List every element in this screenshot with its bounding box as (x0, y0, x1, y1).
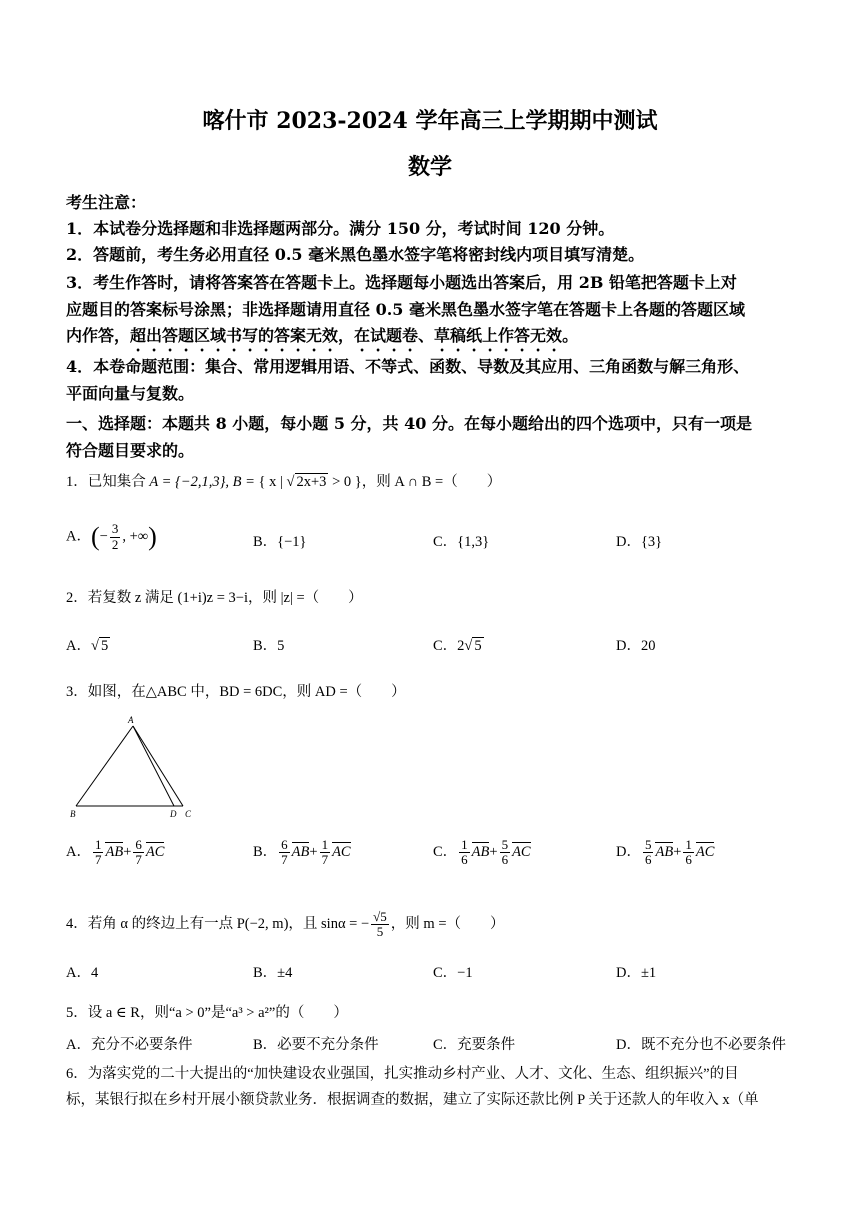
q3-vector-ab: AB (291, 844, 310, 861)
notice-line-3c (66, 323, 578, 355)
q3-coef-2 (683, 838, 694, 868)
subject-title: 数学 (407, 154, 452, 180)
q1-option-d: D．{3} (616, 534, 663, 550)
notice-line-3b: 应题目的答案标号涂黑；非选择题请用直径 0.5 毫米黑色墨水签字笔在答题卡上各题的答题区域 (66, 300, 745, 319)
q1-set-b-open: { x | (258, 474, 287, 490)
q3-coef-2-den: 6 (685, 852, 692, 868)
notice-line-3a: 3．考生作答时，请将答案答在答题卡上。选择题每小题选出答案后，用 2B 铅笔把答题卡上对 (66, 273, 737, 292)
section1-line-2: 符合题目要求的。 (66, 441, 195, 460)
q3-vertex-b: B (70, 809, 76, 819)
q4-option-d: D．±1 (616, 965, 657, 981)
q1-paren-open: ( (90, 522, 100, 551)
q1-option-a-tail: , +∞ (122, 528, 149, 545)
q3-coef-1-den: 6 (461, 852, 468, 868)
notice-emphasis-2: 在试题卷、草稿纸上作答无效 (354, 326, 563, 345)
q1-option-a: A．(− $\frac{3}{2}$ , +∞) (66, 521, 157, 552)
q3-vector-ab: AB (105, 844, 124, 861)
q2-option-a-label: A． (66, 638, 91, 654)
q3-option-a (66, 838, 164, 868)
notice-emphasis-1: 超出答题区域书写的答案无效 (130, 326, 339, 345)
q2-option-c-label: C．2 (433, 638, 465, 654)
q3-coef-2-num: 6 (135, 837, 142, 852)
q3-coef-1 (279, 838, 290, 868)
q1-fraction-den: 2 (111, 536, 119, 552)
q5-option-a: A．充分不必要条件 (66, 1037, 193, 1053)
notice-line-3c-post: 。 (562, 326, 579, 345)
q3-option-label: B． (253, 844, 278, 861)
q3-triangle-figure (66, 714, 206, 820)
q3-coef-1-num: 1 (461, 837, 468, 852)
q3-coef-1-num: 5 (644, 837, 652, 852)
q3-coef-2-den: 7 (321, 852, 329, 868)
q3-coef-2-num: 1 (321, 837, 329, 852)
q3-segment-ad (133, 726, 174, 806)
q3-coef-2-den: 6 (501, 852, 509, 868)
q1-set-b-close: > 0 } (328, 474, 362, 490)
q3-vertex-d: D (170, 809, 177, 819)
q4-stem (66, 910, 505, 940)
q1-stem (66, 470, 501, 491)
q3-option-c (433, 838, 531, 868)
q3-option-label: D． (616, 844, 641, 861)
q4-option-b: B．±4 (253, 965, 293, 981)
q6-line-1: 6．为落实党的二十大提出的“加快建设农业强国，扎实推动乡村产业、人才、文化、生态、组织振兴”的目 (66, 1066, 739, 1082)
q1-option-c: C．{1,3} (433, 534, 490, 550)
q4-fraction-den: 5 (376, 924, 384, 940)
q4-fraction (371, 910, 389, 940)
q4-option-c: C．−1 (433, 965, 473, 981)
q3-coef-1 (93, 838, 104, 868)
q3-vector-ac: AC (695, 844, 715, 861)
q3-vector-ac: AC (145, 844, 165, 861)
q2-option-c-radicand: 5 (474, 638, 482, 654)
q3-coef-1 (459, 838, 470, 868)
notice-line-4b: 平面向量与复数。 (66, 384, 195, 403)
q5-option-c: C．充要条件 (433, 1037, 516, 1053)
q3-coef-1-den: 7 (281, 852, 288, 868)
q1-radicand: 2x+3 (296, 474, 327, 490)
q3-option-label: C． (433, 844, 458, 861)
q3-option-d (616, 838, 714, 868)
q5-option-b: B．必要不充分条件 (253, 1037, 379, 1053)
exam-title: 喀什市 2023-2024 学年高三上学期期中测试 (202, 108, 658, 134)
q4-option-a: A．4 (66, 965, 99, 981)
q3-coef-2 (500, 838, 511, 868)
q5-option-d: D．既不充分也不必要条件 (616, 1037, 786, 1053)
q3-side-ac (133, 726, 183, 806)
q3-side-ab (76, 726, 133, 806)
q3-plus: + (489, 844, 498, 861)
q3-coef-2 (320, 838, 331, 868)
q2-option-c: C．2√ 5 (433, 638, 482, 654)
notice-line-3c-mid: ， (338, 326, 355, 345)
q2-option-a: A．√ 5 (66, 638, 109, 654)
q3-plus: + (673, 844, 682, 861)
q2-option-d: D．20 (616, 638, 656, 654)
q2-option-a-radicand: 5 (100, 638, 109, 654)
q2-stem: 2．若复数 z 满足 (1+i)z = 3−i，则 |z| =（ ） (66, 590, 363, 606)
notice-heading: 考生注意： (66, 193, 147, 212)
q2-option-b: B．5 (253, 638, 285, 654)
q3-coef-2 (133, 838, 144, 868)
q1-stem-a: 1．已知集合 (66, 474, 150, 490)
q5-stem: 5．设 a ∈ R，则“a > 0”是“a³ > a²”的（ ） (66, 1005, 348, 1021)
q6-line-2: 标，某银行拟在乡村开展小额贷款业务．根据调查的数据，建立了实际还款比例 P 关于还款人的年收入 x（单 (66, 1092, 759, 1108)
q3-vector-ab: AB (471, 844, 490, 861)
q1-option-a-label: A． (66, 528, 91, 545)
section1-line-1: 一、选择题：本题共 8 小题，每小题 5 分，共 40 分。在每小题给出的四个选项中，只有一项是 (66, 414, 752, 433)
q1-fraction (110, 522, 121, 552)
q3-plus: + (309, 844, 318, 861)
q1-fraction-num: 3 (111, 521, 119, 537)
q3-vector-ac: AC (512, 844, 531, 861)
q1-stem-b: ，则 A ∩ B =（ ） (361, 474, 502, 490)
q3-vertex-a: A (128, 715, 134, 725)
q3-vertex-c: C (185, 809, 192, 819)
q3-coef-1-den: 7 (94, 852, 102, 868)
notice-line-3c-pre: 内作答， (66, 326, 131, 345)
q3-coef-1 (643, 838, 654, 868)
q3-vector-ac: AC (332, 844, 351, 861)
q1-option-b: B．{−1} (253, 534, 307, 550)
q1-paren-close: ) (148, 522, 157, 551)
q3-coef-2-den: 7 (135, 852, 142, 868)
q3-coef-2-num: 1 (685, 837, 692, 852)
q4-stem-b: ，则 m =（ ） (390, 916, 505, 933)
notice-line-4a: 4．本卷命题范围：集合、常用逻辑用语、不等式、函数、导数及其应用、三角函数与解三角形、 (66, 357, 750, 376)
q3-vector-ab: AB (655, 844, 674, 861)
q3-coef-1-den: 6 (644, 852, 652, 868)
q3-coef-2-num: 5 (501, 837, 509, 852)
q1-set-a: A = {−2,1,3}, B = (149, 474, 259, 490)
q4-fraction-num: √5 (373, 909, 387, 924)
q1-sqrt-sign: √ (286, 474, 295, 490)
q3-option-b (253, 838, 351, 868)
q3-plus: + (123, 844, 132, 861)
q3-option-label: A． (66, 844, 91, 861)
q3-coef-1-num: 1 (94, 837, 102, 852)
q4-stem-a: 4．若角 α 的终边上有一点 P(−2, m)，且 sinα = − (66, 916, 370, 933)
q3-coef-1-num: 6 (281, 837, 288, 852)
q3-stem: 3．如图，在△ABC 中，BD = 6DC，则 AD =（ ） (66, 684, 406, 700)
notice-line-2: 2．答题前，考生务必用直径 0.5 毫米黑色墨水签字笔将密封线内项目填写清楚。 (66, 245, 645, 264)
notice-line-1: 1．本试卷分选择题和非选择题两部分。满分 150 分，考试时间 120 分钟。 (66, 219, 615, 238)
